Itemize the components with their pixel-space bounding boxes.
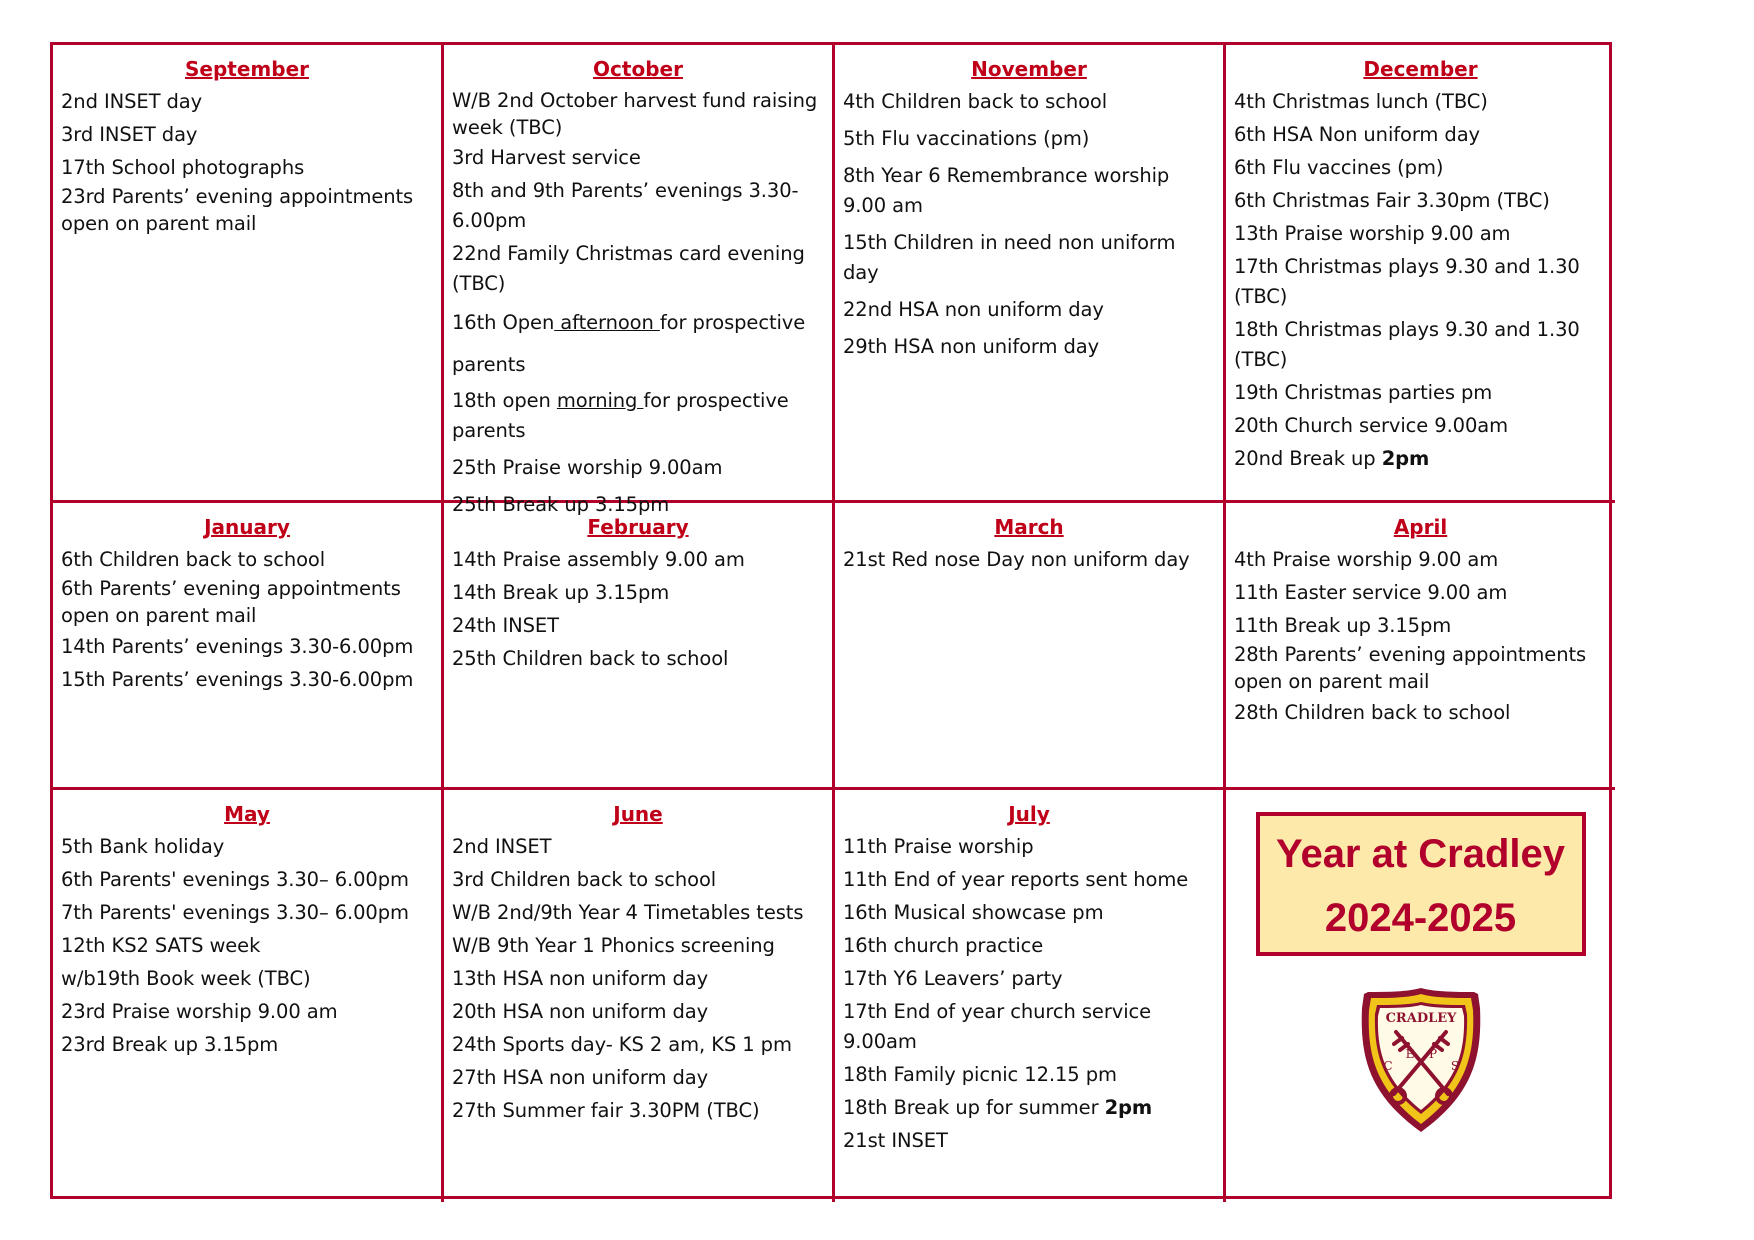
month-heading: July <box>1008 802 1050 826</box>
event-item: 6th Christmas Fair 3.30pm (TBC) <box>1234 189 1550 212</box>
month-cell-june <box>444 790 835 1202</box>
event-item: 17th Y6 Leavers’ party <box>843 967 1063 990</box>
event-item: W/B 9th Year 1 Phonics screening <box>452 934 775 957</box>
event-text-underlined: morning <box>556 389 644 412</box>
event-item: 8th Year 6 Remembrance worship 9.00 am <box>843 164 1170 217</box>
event-item: 15th Children in need non uniform day <box>843 231 1176 284</box>
event-item: 28th Parents’ evening appointments open on parent mail <box>1234 643 1587 693</box>
event-item: 16th Musical showcase pm <box>843 901 1104 924</box>
event-item: 17th School photographs <box>61 156 305 179</box>
page-title: Year at Cradley <box>1275 832 1566 876</box>
event-item: 27th Summer fair 3.30PM (TBC) <box>452 1099 760 1122</box>
event-item: W/B 2nd/9th Year 4 Timetables tests <box>452 901 804 924</box>
month-heading: October <box>593 57 683 81</box>
event-item: 4th Children back to school <box>843 90 1108 113</box>
event-item: 18th Christmas plays 9.30 and 1.30 (TBC) <box>1234 318 1580 371</box>
event-text: for prospective parents <box>452 389 789 442</box>
month-cell-july <box>835 790 1226 1202</box>
month-cell-september <box>53 45 444 503</box>
event-item: 28th Children back to school <box>1234 701 1511 724</box>
event-item: 11th End of year reports sent home <box>843 868 1189 891</box>
event-item: w/b19th Book week (TBC) <box>61 967 311 990</box>
event-item: 13th HSA non uniform day <box>452 967 709 990</box>
month-heading: December <box>1363 57 1478 81</box>
event-item: 25th Break up 3.15pm <box>452 493 670 516</box>
event-item: 6th HSA Non uniform day <box>1234 123 1480 146</box>
event-item-open-afternoon <box>452 302 824 386</box>
event-item: 13th Praise worship 9.00 am <box>1234 222 1511 245</box>
event-item: 23rd Break up 3.15pm <box>61 1033 279 1056</box>
event-item: 11th Break up 3.15pm <box>1234 614 1452 637</box>
month-heading: September <box>185 57 309 81</box>
month-cell-february <box>444 503 835 790</box>
crest-letter: S <box>1450 1059 1459 1073</box>
event-item: 6th Parents' evenings 3.30– 6.00pm <box>61 868 409 891</box>
event-item-break-up <box>1234 444 1607 474</box>
month-cell-may <box>53 790 444 1202</box>
event-item: 5th Bank holiday <box>61 835 225 858</box>
event-item: 21st INSET <box>843 1129 948 1152</box>
school-year: 2024-2025 <box>1324 896 1517 940</box>
event-item: 18th Family picnic 12.15 pm <box>843 1063 1117 1086</box>
crest-letter: P <box>1428 1047 1437 1061</box>
month-heading: November <box>971 57 1087 81</box>
event-item: 22nd Family Christmas card evening (TBC) <box>452 242 805 295</box>
event-item: 17th End of year church service 9.00am <box>843 1000 1152 1053</box>
month-heading: April <box>1393 515 1448 539</box>
crest-school-name: CRADLEY <box>1385 1011 1456 1026</box>
calendar-grid <box>50 42 1612 1199</box>
event-item: 12th KS2 SATS week <box>61 934 261 957</box>
event-text: 18th Break up for summer <box>843 1096 1105 1119</box>
event-item: 6th Flu vaccines (pm) <box>1234 156 1444 179</box>
event-item: 29th HSA non uniform day <box>843 335 1100 358</box>
crest-letter: C <box>1382 1059 1393 1073</box>
event-item: 27th HSA non uniform day <box>452 1066 709 1089</box>
event-item: 24th INSET <box>452 614 559 637</box>
event-item: 23rd Praise worship 9.00 am <box>61 1000 338 1023</box>
event-item: 2nd INSET <box>452 835 552 858</box>
event-item: 15th Parents’ evenings 3.30-6.00pm <box>61 668 414 691</box>
event-item: 4th Praise worship 9.00 am <box>1234 548 1499 571</box>
month-heading: June <box>613 802 663 826</box>
event-item: 7th Parents' evenings 3.30– 6.00pm <box>61 901 409 924</box>
event-item: 14th Parents’ evenings 3.30-6.00pm <box>61 635 414 658</box>
event-item: 23rd Parents’ evening appointments open on parent mail <box>61 185 414 235</box>
event-item: 20th HSA non uniform day <box>452 1000 709 1023</box>
month-cell-october <box>444 45 835 516</box>
event-item: 16th church practice <box>843 934 1044 957</box>
month-heading: March <box>994 515 1064 539</box>
month-cell-december <box>1226 45 1615 503</box>
month-cell-january <box>53 503 444 790</box>
event-item: 11th Praise worship <box>843 835 1034 858</box>
event-item: 25th Praise worship 9.00am <box>452 456 723 479</box>
event-item: 22nd HSA non uniform day <box>843 298 1104 321</box>
event-item: 19th Christmas parties pm <box>1234 381 1493 404</box>
event-item: 25th Children back to school <box>452 647 729 670</box>
event-item: 21st Red nose Day non uniform day <box>843 548 1190 571</box>
event-item: 6th Parents’ evening appointments open on parent mail <box>61 577 401 627</box>
event-text-underlined: afternoon <box>554 311 660 334</box>
event-item: 3rd Children back to school <box>452 868 717 891</box>
event-item: 17th Christmas plays 9.30 and 1.30 (TBC) <box>1234 255 1580 308</box>
event-item-break-up <box>843 1093 1215 1123</box>
event-text: 18th open <box>452 389 557 412</box>
event-item: 3rd Harvest service <box>452 146 641 169</box>
event-item: 2nd INSET day <box>61 90 203 113</box>
event-item: 14th Break up 3.15pm <box>452 581 670 604</box>
title-box <box>1256 812 1586 956</box>
event-item: 20th Church service 9.00am <box>1234 414 1509 437</box>
month-heading: May <box>224 802 270 826</box>
month-heading: February <box>587 515 689 539</box>
event-text-bold: 2pm <box>1104 1096 1153 1119</box>
event-item: 5th Flu vaccinations (pm) <box>843 127 1090 150</box>
title-cell <box>1226 790 1615 1202</box>
event-text: 16th Open <box>452 311 555 334</box>
event-item: 8th and 9th Parents’ evenings 3.30-6.00pm <box>452 179 799 232</box>
event-item: W/B 2nd October harvest fund raising week (TBC) <box>452 89 818 139</box>
event-item: 3rd INSET day <box>61 123 198 146</box>
event-item: 11th Easter service 9.00 am <box>1234 581 1508 604</box>
event-item-open-morning <box>452 386 824 446</box>
school-crest-icon <box>1356 986 1486 1134</box>
event-text: for prospective parents <box>452 311 806 376</box>
event-item: 24th Sports day- KS 2 am, KS 1 pm <box>452 1033 792 1056</box>
event-text-bold: 2pm <box>1381 447 1430 470</box>
event-item: 14th Praise assembly 9.00 am <box>452 548 745 571</box>
month-cell-march <box>835 503 1226 790</box>
month-cell-april <box>1226 503 1615 790</box>
crest-letter: E <box>1405 1047 1414 1061</box>
month-heading: January <box>204 515 290 539</box>
month-cell-november <box>835 45 1226 503</box>
event-item: 6th Children back to school <box>61 548 326 571</box>
event-text: 20nd Break up <box>1234 447 1382 470</box>
event-item: 4th Christmas lunch (TBC) <box>1234 90 1488 113</box>
